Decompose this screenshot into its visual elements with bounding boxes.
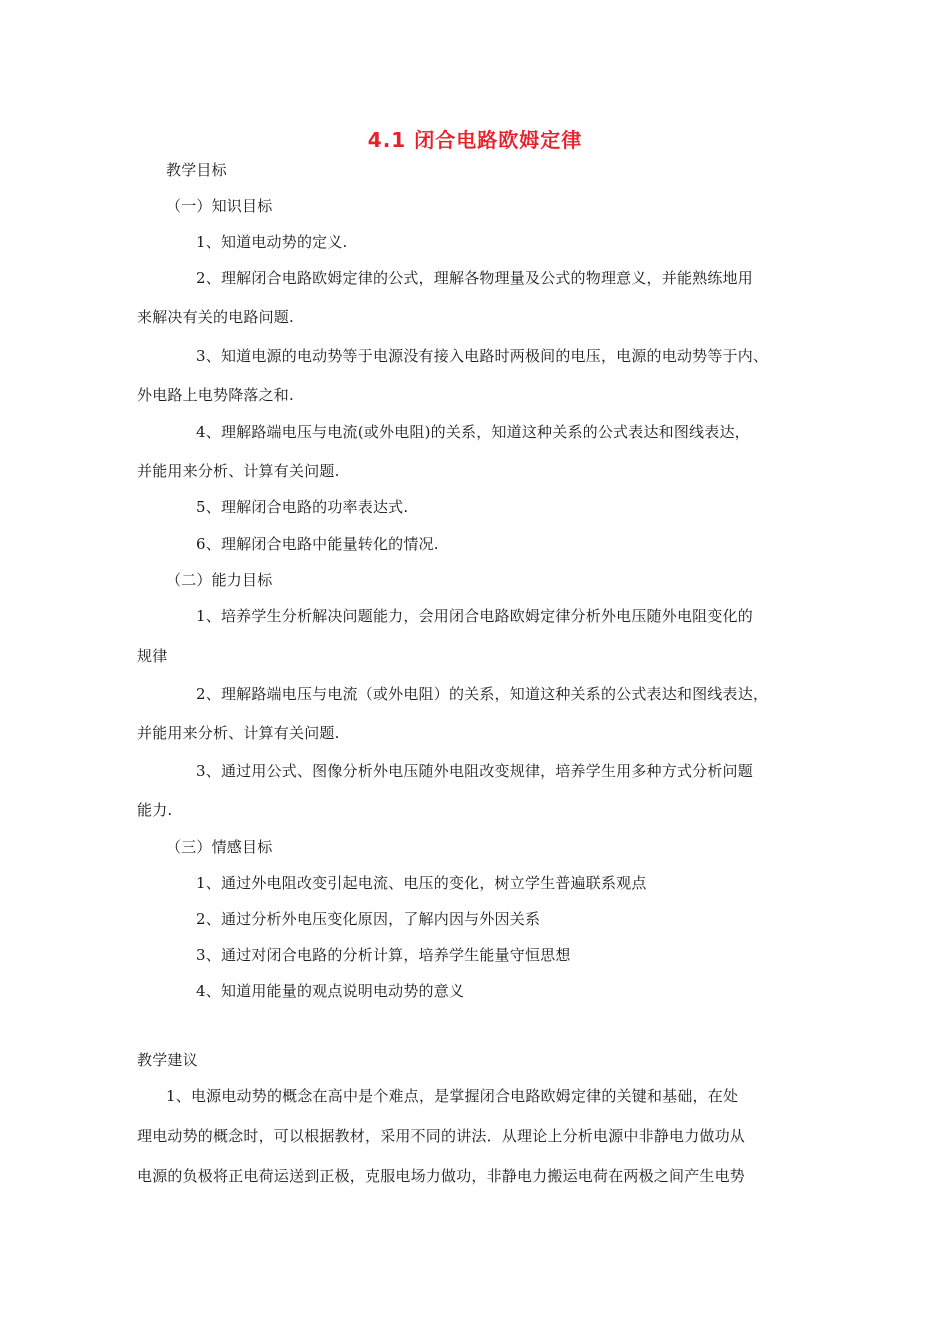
ability-line: 能力. — [137, 801, 173, 819]
knowledge-line: 6、理解闭合电路中能量转化的情况. — [196, 535, 439, 553]
emotion-line: 1、通过外电阻改变引起电流、电压的变化，树立学生普遍联系观点 — [196, 874, 647, 892]
section-heading-teaching-suggestions: 教学建议 — [137, 1051, 198, 1069]
knowledge-line: 5、理解闭合电路的功率表达式. — [196, 498, 409, 516]
knowledge-line: 4、理解路端电压与电流(或外电阻)的关系，知道这种关系的公式表达和图线表达， — [196, 423, 750, 441]
suggestion-line: 1、电源电动势的概念在高中是个难点，是掌握闭合电路欧姆定律的关键和基础，在处 — [166, 1087, 739, 1105]
knowledge-line: 并能用来分析、计算有关问题. — [137, 462, 340, 480]
ability-line: 3、通过用公式、图像分析外电压随外电阻改变规律，培养学生用多种方式分析问题 — [196, 762, 753, 780]
knowledge-line: 来解决有关的电路问题. — [137, 308, 294, 326]
subheading-knowledge-goals: （一）知识目标 — [166, 197, 273, 215]
document-title: 4.1 闭合电路欧姆定律 — [367, 128, 583, 152]
suggestion-line: 理电动势的概念时，可以根据教材，采用不同的讲法．从理论上分析电源中非静电力做功从 — [137, 1127, 746, 1145]
ability-line: 1、培养学生分析解决问题能力，会用闭合电路欧姆定律分析外电压随外电阻变化的 — [196, 607, 753, 625]
subheading-ability-goals: （二）能力目标 — [166, 571, 273, 589]
knowledge-line: 2、理解闭合电路欧姆定律的公式，理解各物理量及公式的物理意义，并能熟练地用 — [196, 269, 753, 287]
knowledge-line: 3、知道电源的电动势等于电源没有接入电路时两极间的电压，电源的电动势等于内、 — [196, 347, 769, 365]
emotion-line: 2、通过分析外电压变化原因，了解内因与外因关系 — [196, 910, 541, 928]
ability-line: 规律 — [137, 647, 168, 665]
emotion-line: 3、通过对闭合电路的分析计算，培养学生能量守恒思想 — [196, 946, 571, 964]
knowledge-line: 外电路上电势降落之和. — [137, 386, 294, 404]
ability-line: 并能用来分析、计算有关问题. — [137, 724, 340, 742]
knowledge-line: 1、知道电动势的定义. — [196, 233, 348, 251]
subheading-emotion-goals: （三）情感目标 — [166, 838, 273, 856]
suggestion-line: 电源的负极将正电荷运送到正极，克服电场力做功，非静电力搬运电荷在两极之间产生电势 — [137, 1167, 746, 1185]
section-heading-teaching-goals: 教学目标 — [166, 161, 227, 179]
emotion-line: 4、知道用能量的观点说明电动势的意义 — [196, 982, 465, 1000]
ability-line: 2、理解路端电压与电流（或外电阻）的关系，知道这种关系的公式表达和图线表达， — [196, 685, 769, 703]
